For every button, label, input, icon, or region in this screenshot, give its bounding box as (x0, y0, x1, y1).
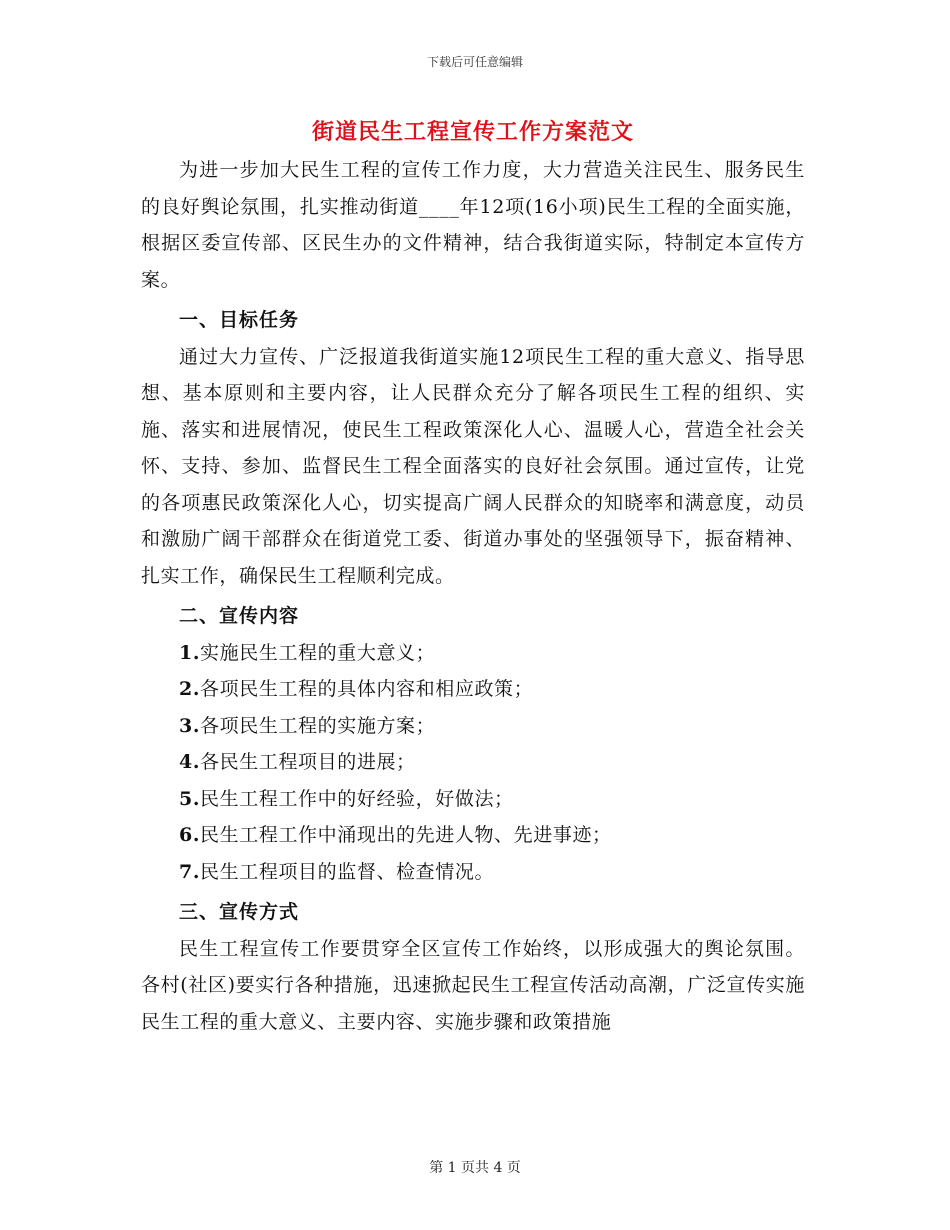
list-item: 6.民生工程工作中涌现出的先进人物、先进事迹； (179, 824, 612, 846)
list-item: 4.各民生工程项目的进展； (179, 751, 416, 773)
section-methods-body: 民生工程宣传工作要贯穿全区宣传工作始终，以形成强大的舆论氛围。各村(社区)要实行各种措施，迅速掀起民生工程宣传活动高潮，广泛宣传实施民生工程的重大意义、主要内容、实施步骤和政策措施 (141, 937, 805, 1033)
section-heading-methods: 三、宣传方式 (179, 901, 300, 923)
list-item: 1.实施民生工程的重大意义； (179, 641, 436, 664)
page-header-note: 下载后可任意编辑 (426, 55, 523, 69)
list-item: 7.民生工程项目的监督、检查情况。 (179, 860, 495, 883)
list-item: 2.各项民生工程的具体内容和相应政策； (179, 678, 534, 700)
section-goals-body: 通过大力宣传、广泛报道我街道实施12项民生工程的重大意义、指导思想、基本原则和主要内容，让人民群众充分了解各项民生工程的组织、实施、落实和进展情况，使民生工程政策深化人心、温暖人心，营造全社会关怀、支持、参加、监督民生工程全面落实的良好社会氛围。通过宣传，让党的各项惠民政策深化人心，切实提高广阔人民群众的知晓率和满意度，动员和激励广阔干部群众在街道党工委、街道办事处的坚强领导下，振奋精神、扎实工作，确保民生工程顺利完成。 (141, 345, 805, 587)
list-item: 3.各项民生工程的实施方案； (179, 714, 436, 737)
list-item: 5.民生工程工作中的好经验，好做法； (179, 787, 514, 810)
document-title: 街道民生工程宣传工作方案范文 (311, 119, 634, 145)
section-heading-goals: 一、目标任务 (179, 309, 300, 331)
document-body (141, 112, 805, 1040)
content-list (141, 635, 805, 891)
page-number: 第 1 页共 4 页 (429, 1160, 521, 1176)
section-heading-content: 二、宣传内容 (179, 605, 300, 627)
intro-paragraph: 为进一步加大民生工程的宣传工作力度，大力营造关注民生、服务民生的良好舆论氛围，扎实推动街道____年12项(16小项)民生工程的全面实施，根据区委宣传部、区民生办的文件精神，结合我街道实际，特制定本宣传方案。 (141, 159, 805, 291)
